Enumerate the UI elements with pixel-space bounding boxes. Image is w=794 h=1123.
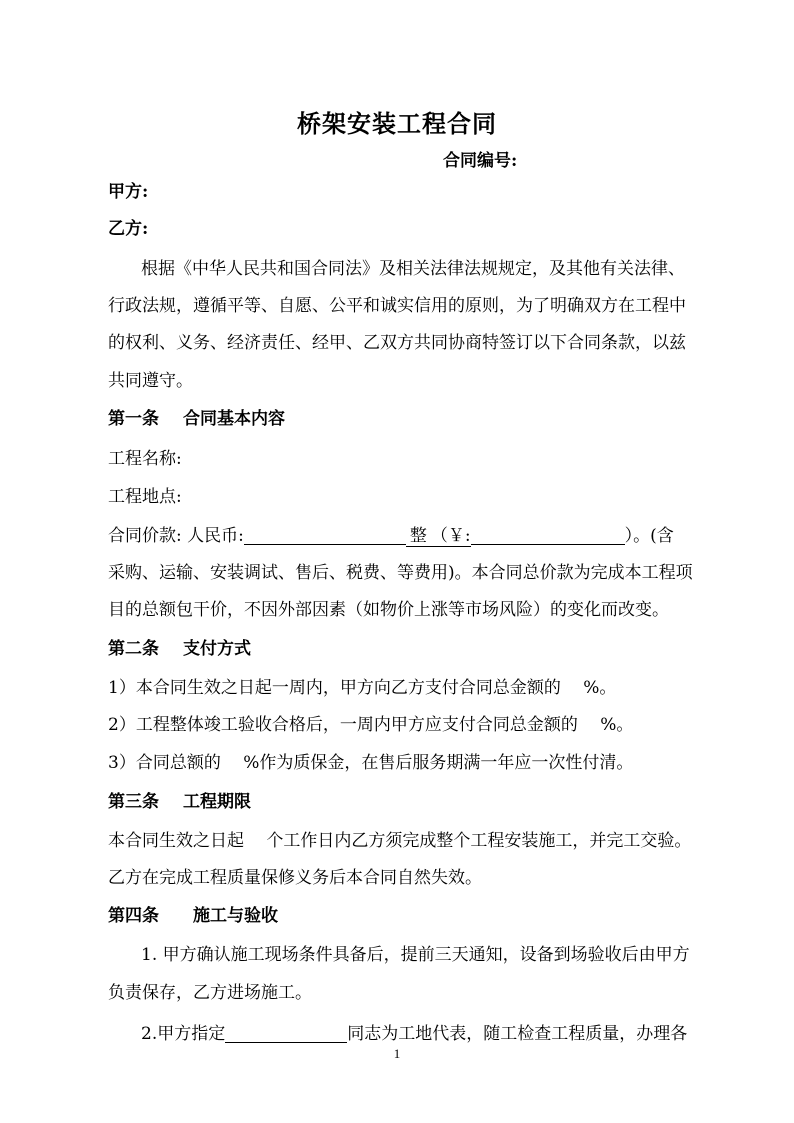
article-4-heading <box>108 908 278 925</box>
price-prefix: 合同价款: 人民币: <box>108 526 244 546</box>
document-title: 桥架安装工程合同 <box>297 109 497 138</box>
price-paren-close: ）。(含 <box>624 526 674 546</box>
price-paren-open: （￥: <box>430 526 471 546</box>
term-line-1: 本合同生效之日起 个工作日内乙方须完成整个工程安装施工，并完工交验。 <box>108 831 692 851</box>
construction-item-2 <box>141 1024 687 1043</box>
intro-line-4: 共同遵守。 <box>108 371 193 391</box>
construction-item-1-line-1: 1. 甲方确认施工现场条件具备后，提前三天通知，设备到场验收后由甲方 <box>141 945 690 965</box>
article-2-heading <box>108 641 251 658</box>
party-b-label: 乙方: <box>108 219 149 239</box>
article-2-title: 支付方式 <box>183 639 251 659</box>
price-words-blank <box>244 526 406 545</box>
article-3-heading <box>108 794 251 811</box>
price-line-2: 采购、运输、安装调试、售后、税费、等费用)。本合同总价款为完成本工程项 <box>108 563 693 583</box>
contract-price-line <box>108 526 674 545</box>
payment-item-3: 3）合同总额的 %作为质保金，在售后服务期满一年应一次性付清。 <box>108 753 634 773</box>
article-3-title: 工程期限 <box>183 792 251 812</box>
intro-line-2: 行政法规，遵循平等、自愿、公平和诚实信用的原则，为了明确双方在工程中 <box>108 296 686 316</box>
project-name-label: 工程名称: <box>108 449 182 469</box>
article-2-number: 第二条 <box>108 639 159 659</box>
price-line-3: 目的总额包干价，不因外部因素（如物价上涨等市场风险）的变化而改变。 <box>108 600 669 620</box>
contract-number-label: 合同编号: <box>443 151 518 171</box>
site-representative-blank <box>225 1024 347 1043</box>
page-number: 1 <box>393 1046 401 1061</box>
article-1-title: 合同基本内容 <box>183 409 285 429</box>
term-line-2: 乙方在完成工程质量保修义务后本合同自然失效。 <box>108 868 482 888</box>
price-whole-label: 整 <box>406 526 431 547</box>
payment-item-2: 2）工程整体竣工验收合格后，一周内甲方应支付合同总金额的 %。 <box>108 715 634 735</box>
project-location-label: 工程地点: <box>108 487 182 507</box>
price-figure-blank <box>471 526 625 545</box>
article-4-title: 施工与验收 <box>193 906 278 926</box>
party-a-label: 甲方: <box>108 182 149 202</box>
item-2-prefix: 2.甲方指定 <box>141 1024 226 1044</box>
article-1-heading <box>108 411 285 428</box>
article-3-number: 第三条 <box>108 792 159 812</box>
article-4-number: 第四条 <box>108 906 159 926</box>
payment-item-1: 1）本合同生效之日起一周内，甲方向乙方支付合同总金额的 %。 <box>108 678 617 698</box>
item-2-suffix: 同志为工地代表，随工检查工程质量，办理各 <box>347 1024 688 1044</box>
intro-line-3: 的权利、义务、经济责任、经甲、乙双方共同协商特签订以下合同条款，以兹 <box>108 333 686 353</box>
intro-line-1: 根据《中华人民共和国合同法》及相关法律法规规定，及其他有关法律、 <box>141 259 685 279</box>
article-1-number: 第一条 <box>108 409 159 429</box>
construction-item-1-line-2: 负责保存，乙方进场施工。 <box>108 983 312 1003</box>
